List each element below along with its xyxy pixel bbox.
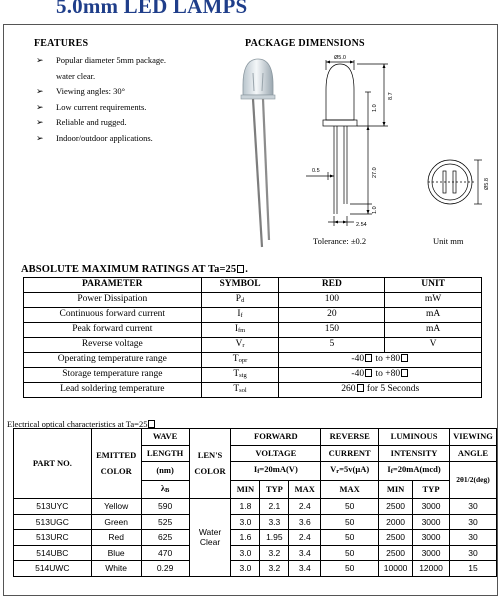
table-row: Peak forward current Ifm 150 mA xyxy=(24,322,482,337)
dim-lead-short-label: 1.0 xyxy=(372,206,378,214)
table-header-row: PARAMETER SYMBOL RED UNIT xyxy=(24,278,482,293)
feature-item: ➢ Viewing angles: 30° xyxy=(36,86,125,97)
dim-side-label: Ø5.8 xyxy=(484,178,490,190)
absolute-maximum-ratings-table xyxy=(23,277,482,398)
feature-item: ➢ Indoor/outdoor applications. xyxy=(36,132,153,143)
arrow-bullet-icon: ➢ xyxy=(36,86,44,97)
amr-title: ABSOLUTE MAXIMUM RATINGS AT Ta=25 . xyxy=(21,264,248,275)
table-row: 513URC Red 625 1.6 1.95 2.4 50 2500 3000 30 xyxy=(14,530,497,546)
arrow-bullet-icon: ➢ xyxy=(36,132,44,143)
arrow-bullet-icon: ➢ xyxy=(36,55,44,65)
dim-body-label: 8.7 xyxy=(388,92,394,100)
package-dimensions-title: PACKAGE DIMENSIONS xyxy=(245,38,365,49)
table-row: 514UBC Blue 470 3.0 3.2 3.4 50 2500 3000 30 xyxy=(14,545,497,561)
tolerance-note: Tolerance: ±0.2 xyxy=(313,236,367,246)
table-row: Operating temperature range Topr -40 to +80 xyxy=(24,352,482,367)
arrow-bullet-icon: ➢ xyxy=(36,117,44,128)
page-title: 5.0mm LED LAMPS xyxy=(56,0,248,18)
table-row: 513UYC Yellow 590 Water Clear 1.8 2.1 2.4 50 2500 3000 30 xyxy=(14,499,497,515)
electrical-optical-table: PART NO. EMITTED COLOR WAVE LEN'S COLOR FORWARD REVERSE LUMINOUS VIEWING LENGTH VOLTAGE CURRENT INTENSITY ANGLE (nm) If=20mA(V) Vr=5v(µA) If=20mA(mcd) 2θ1/2(deg) λB MIN TYP MAX MAX MIN TYP 513UYC Yellow 590 Water Clear 1.8 2.1 2.4 50 2500 3000 30 513UGC Green 525 3.0 3.3 3.6 50 2000 3000 30 513URC Red 625 1.6 1.95 2.4 50 2500 3000 30 514UBC Blue 470 3.0 3.2 3.4 50 2500 3000 30 514UWC White 0.29 3.0 3.2 3.4 50 10000 12000 15 xyxy=(13,428,497,577)
features-title: FEATURES xyxy=(34,38,89,49)
missing-glyph-box xyxy=(148,420,155,428)
table-row: Continuous forward current If 20 mA xyxy=(24,307,482,322)
table-row: Power Dissipation Pd 100 mW xyxy=(24,292,482,307)
dim-lead-gap-label: 0.5 xyxy=(312,168,320,174)
lens-color-cell: Water Clear xyxy=(189,499,231,577)
unit-note: Unit mm xyxy=(433,236,464,246)
table-row: 514UWC White 0.29 3.0 3.2 3.4 50 10000 12000 15 xyxy=(14,561,497,577)
dim-diameter-label: Ø5.0 xyxy=(334,55,346,61)
features-list xyxy=(36,54,236,148)
eo-title: Electrical optical characteristics at Ta=25 xyxy=(7,419,156,429)
feature-item: ➢ Reliable and rugged. xyxy=(36,117,127,128)
table-row: 513UGC Green 525 3.0 3.3 3.6 50 2000 3000 30 xyxy=(14,514,497,530)
dim-pitch-label: 2.54 xyxy=(356,222,367,228)
feature-item: ➢ Popular diameter 5mm package. xyxy=(36,55,166,65)
arrow-bullet-icon: ➢ xyxy=(36,101,44,112)
package-dimension-drawing xyxy=(288,50,493,230)
table-row: Reverse voltage Vr 5 V xyxy=(24,337,482,352)
table-row: Storage temperature range Tstg -40 to +80 xyxy=(24,367,482,382)
table-row: Lead soldering temperature Tsol 260 for 5 Seconds xyxy=(24,382,482,397)
feature-item-continued: water clear. xyxy=(56,70,96,81)
dim-top-label: 1.0 xyxy=(372,104,378,112)
table-header-row: PART NO. EMITTED COLOR WAVE LEN'S COLOR FORWARD REVERSE LUMINOUS VIEWING xyxy=(14,429,497,446)
missing-glyph-box xyxy=(237,265,244,273)
feature-item: ➢ Low current requirements. xyxy=(36,101,147,112)
led-photo xyxy=(229,55,289,251)
dim-lead-length-label: 27.0 xyxy=(372,167,378,178)
